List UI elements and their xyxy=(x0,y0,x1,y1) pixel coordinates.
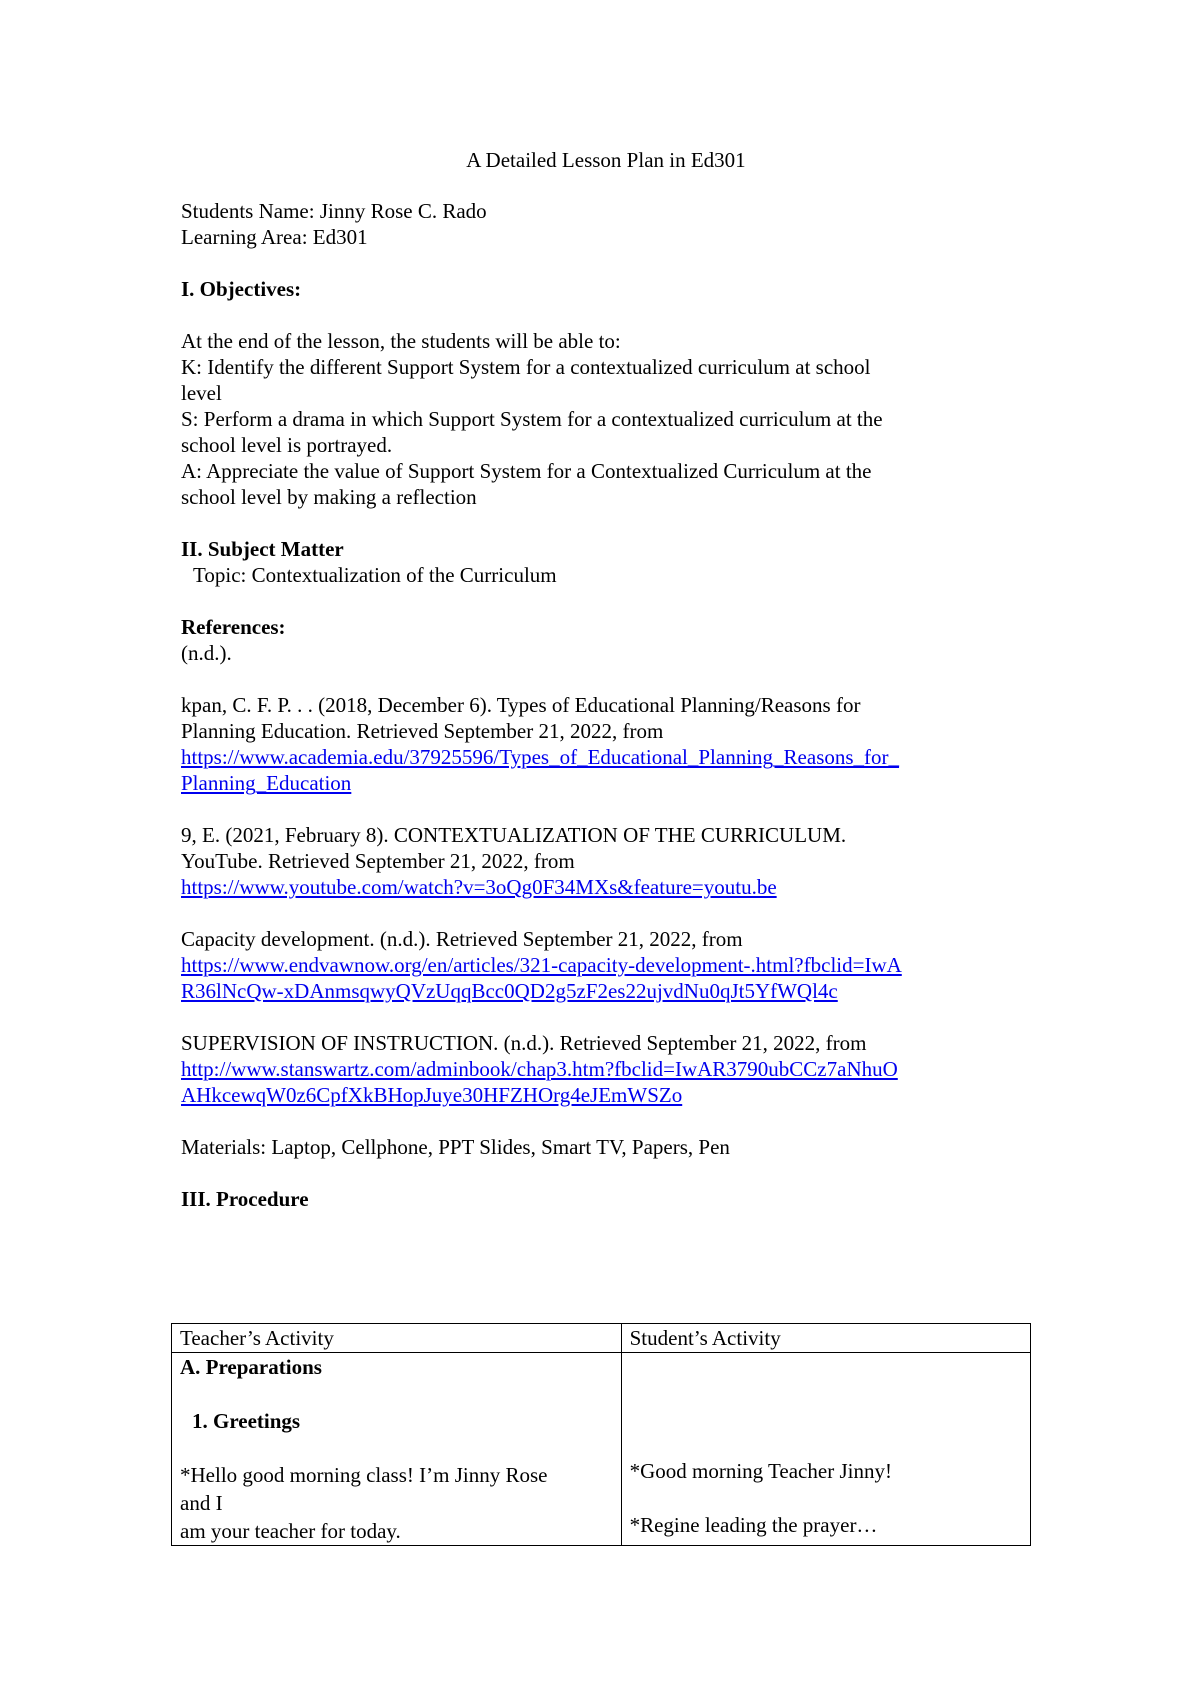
student-name: Students Name: Jinny Rose C. Rado xyxy=(181,199,487,223)
reference-1-link[interactable]: https://www.academia.edu/37925596/Types_of_Educational_Planning_Reasons_for_ xyxy=(181,745,900,769)
reference-3-line1: Capacity development. (n.d.). Retrieved September 21, 2022, from xyxy=(181,927,743,951)
student-greeting: *Good morning Teacher Jinny! xyxy=(629,1459,892,1483)
page-title: A Detailed Lesson Plan in Ed301 xyxy=(466,148,746,172)
column-header-student: Student’s Activity xyxy=(621,1324,1030,1353)
objective-s-line1: S: Perform a drama in which Support System for a contextualized curriculum at the xyxy=(181,407,883,431)
objective-a-line2: school level by making a reflection xyxy=(181,485,477,509)
materials: Materials: Laptop, Cellphone, PPT Slides, Smart TV, Papers, Pen xyxy=(181,1135,730,1159)
reference-2-line2: YouTube. Retrieved September 21, 2022, from xyxy=(181,849,575,873)
section-a-heading: A. Preparations xyxy=(180,1355,322,1379)
objective-a-line1: A: Appreciate the value of Support System for a Contextualized Curriculum at the xyxy=(181,459,872,483)
teacher-greeting-line1: *Hello good morning class! I’m Jinny Rose xyxy=(180,1463,548,1487)
student-activity-cell xyxy=(621,1353,1030,1546)
reference-nd: (n.d.). xyxy=(181,641,232,665)
learning-area: Learning Area: Ed301 xyxy=(181,225,368,249)
objective-k-line1: K: Identify the different Support System for a contextualized curriculum at school xyxy=(181,355,871,379)
table-row xyxy=(172,1353,1031,1546)
reference-1-line2: Planning Education. Retrieved September 21, 2022, from xyxy=(181,719,664,743)
objective-s-line2: school level is portrayed. xyxy=(181,433,393,457)
teacher-greeting-line2: and I xyxy=(180,1491,223,1515)
reference-2-line1: 9, E. (2021, February 8). CONTEXTUALIZATION OF THE CURRICULUM. xyxy=(181,823,847,847)
reference-3-link[interactable]: https://www.endvawnow.org/en/articles/321-capacity-development-.html?fbclid=IwA xyxy=(181,953,902,977)
reference-1-link-cont[interactable]: Planning_Education xyxy=(181,771,352,795)
reference-3-link-cont[interactable]: R36lNcQw-xDAnmsqwyQVzUqqBcc0QD2g5zF2es22ujvdNu0qJt5YfWQl4c xyxy=(181,979,838,1003)
reference-4-link-cont[interactable]: AHkcewqW0z6CpfXkBHopJuye30HFZHOrg4eJEmWSZo xyxy=(181,1083,683,1107)
teacher-activity-cell xyxy=(172,1353,622,1546)
reference-4-line1: SUPERVISION OF INSTRUCTION. (n.d.). Retrieved September 21, 2022, from xyxy=(181,1031,867,1055)
reference-1-line1: kpan, C. F. P. . . (2018, December 6). Types of Educational Planning/Reasons for xyxy=(181,693,861,717)
objectives-intro: At the end of the lesson, the students will be able to: xyxy=(181,329,621,353)
reference-2-link[interactable]: https://www.youtube.com/watch?v=3oQg0F34MXs&feature=youtu.be xyxy=(181,875,777,899)
column-header-teacher: Teacher’s Activity xyxy=(172,1324,622,1353)
procedure-heading: III. Procedure xyxy=(181,1187,309,1211)
references-heading: References: xyxy=(181,615,286,639)
student-prayer: *Regine leading the prayer… xyxy=(629,1513,878,1537)
subject-matter-heading: II. Subject Matter xyxy=(181,537,344,561)
objective-k-line2: level xyxy=(181,381,222,405)
table-header-row xyxy=(172,1324,1031,1353)
objectives-heading: I. Objectives: xyxy=(181,277,302,301)
subject-topic: Topic: Contextualization of the Curriculum xyxy=(193,563,557,587)
procedure-table xyxy=(171,1323,1031,1546)
reference-4-link[interactable]: http://www.stanswartz.com/adminbook/chap3.htm?fbclid=IwAR3790ubCCz7aNhuO xyxy=(181,1057,898,1081)
greetings-heading: 1. Greetings xyxy=(192,1409,301,1433)
teacher-greeting-line3: am your teacher for today. xyxy=(180,1519,401,1543)
